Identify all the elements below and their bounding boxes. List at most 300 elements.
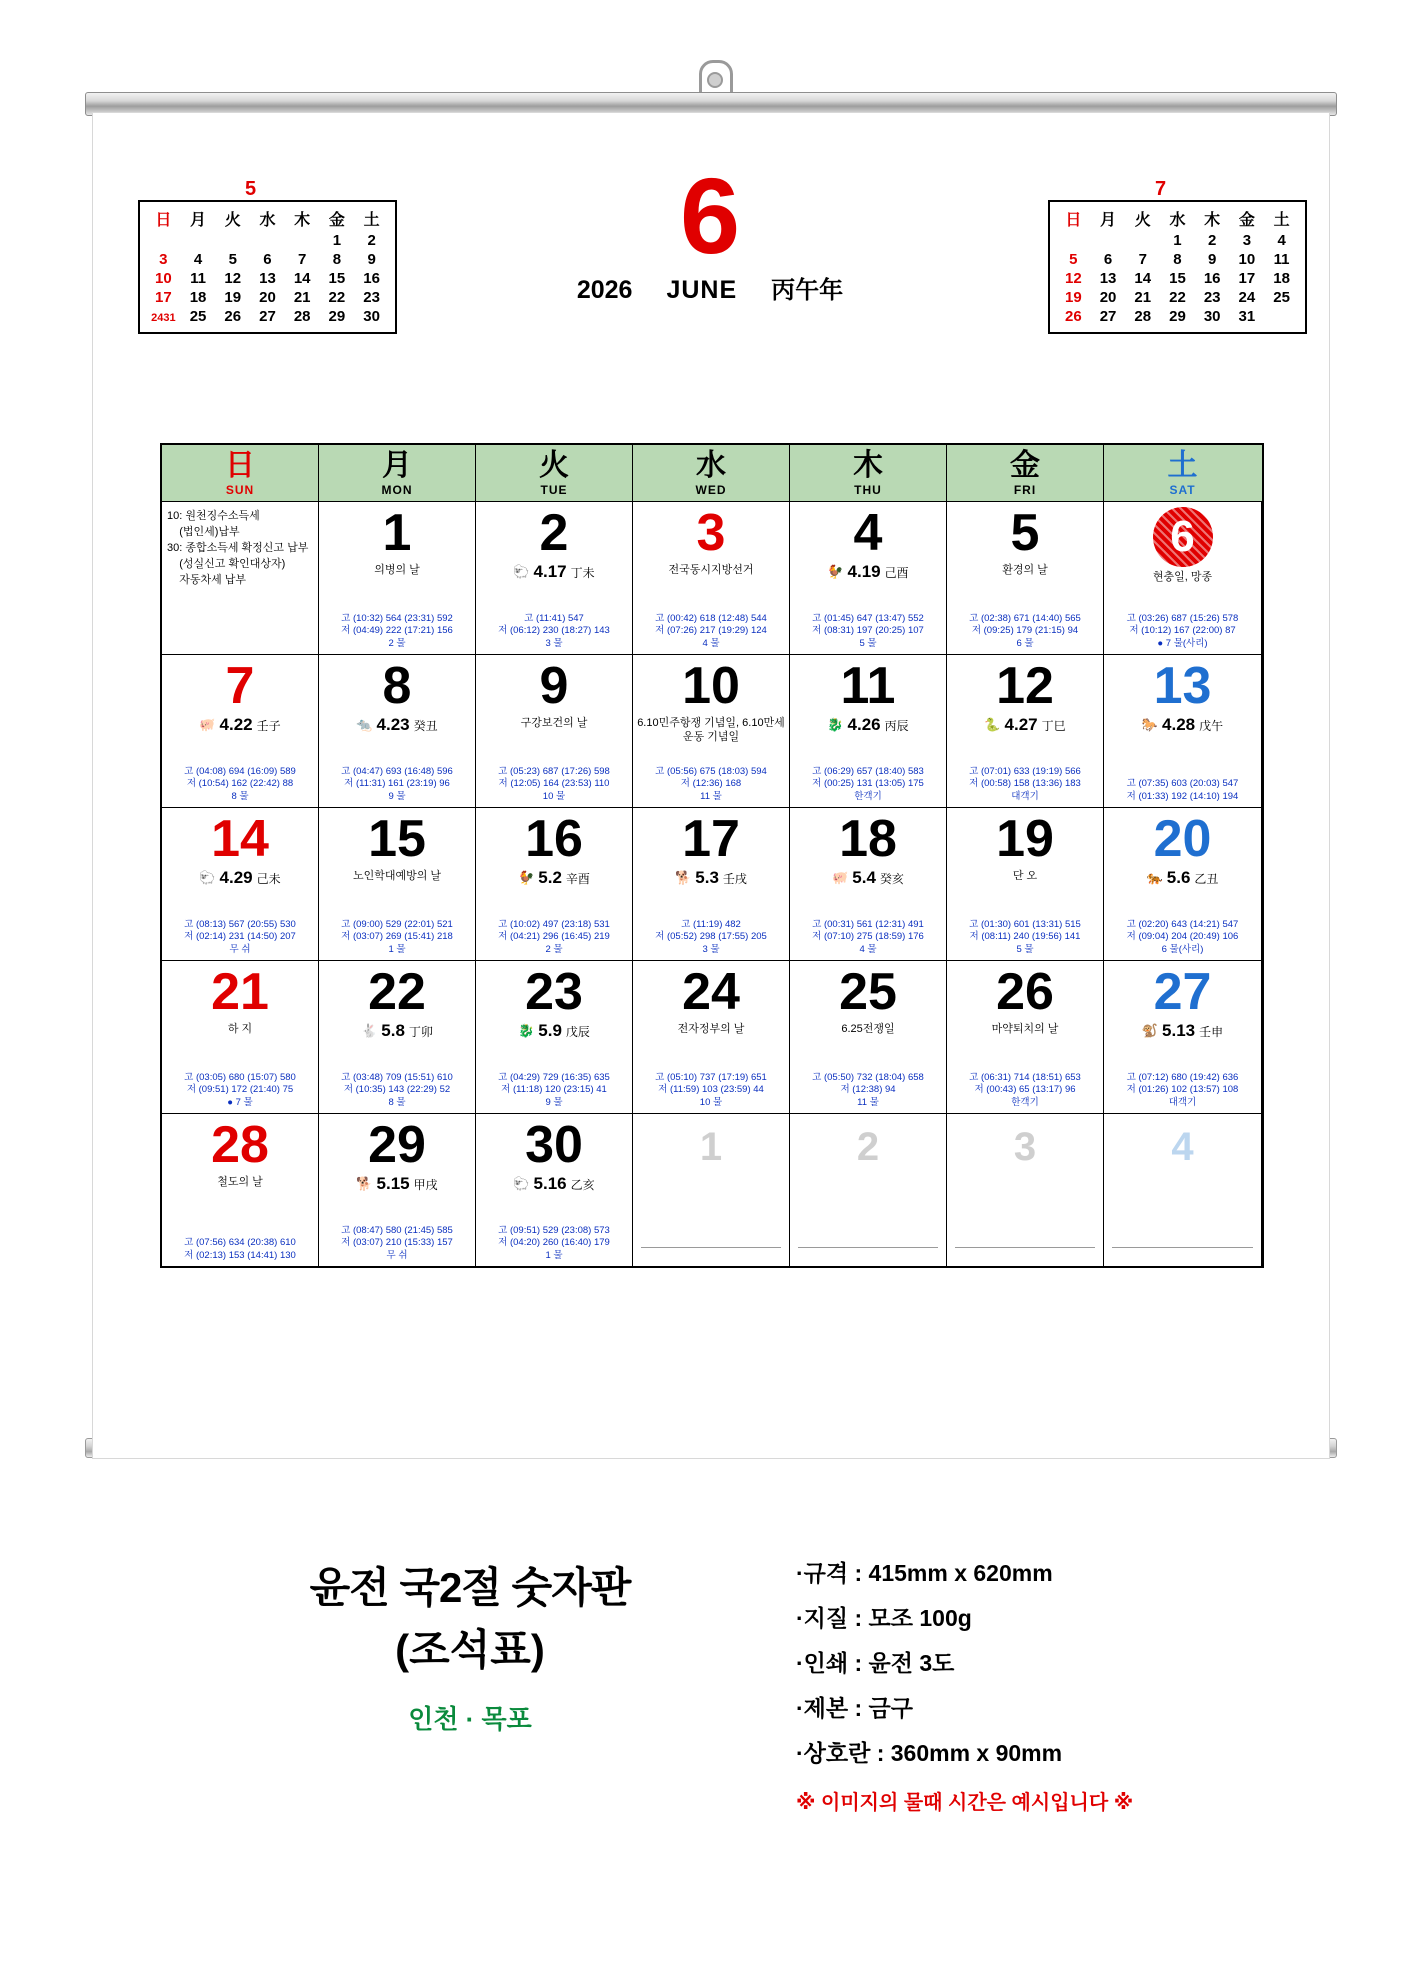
- tide-line: 저 (11:31) 161 (23:19) 96: [344, 778, 450, 790]
- product-title-line1: 윤전 국2절 숫자판: [309, 1564, 631, 1611]
- tide-line: 저 (12:38) 94: [840, 1084, 896, 1096]
- day-number: 4: [1171, 1125, 1194, 1169]
- mini-day-cell: 20: [259, 289, 276, 306]
- mini-day-cell: 20: [1099, 289, 1117, 306]
- day-cell-16[interactable]: [476, 808, 633, 960]
- tide-line: 고 (07:35) 603 (20:03) 547: [1126, 778, 1239, 790]
- mini-day-cell: 28: [293, 308, 311, 325]
- tide-line: 고 (03:05) 680 (15:07) 580: [184, 1071, 296, 1083]
- mini-weekday-header: 土: [363, 212, 380, 229]
- tide-line: 저 (01:26) 102 (13:57) 108: [1126, 1084, 1239, 1096]
- year-label: 2026: [576, 275, 633, 304]
- tide-line: 고 (01:45) 647 (13:47) 552: [812, 612, 924, 624]
- day-cell-9[interactable]: [476, 655, 633, 807]
- mini-day-cell: 22: [1169, 289, 1186, 306]
- mini-day-cell: 14: [293, 270, 311, 287]
- mini-week-row: [1056, 269, 1299, 288]
- tide-line: 저 (10:35) 143 (22:29) 52: [343, 1084, 451, 1096]
- tide-line: 2 물: [388, 638, 406, 650]
- lunar-date: 4.17: [533, 562, 567, 582]
- product-title-line2: (조석표): [395, 1626, 545, 1673]
- day-number: 16: [525, 810, 583, 868]
- tide-line: 11 물: [700, 791, 722, 803]
- lunar-date-row: [479, 562, 629, 582]
- day-number: 10: [682, 657, 740, 715]
- weekday-kr: 金: [1010, 449, 1040, 482]
- day-number: 25: [839, 963, 897, 1021]
- blank-rule: [955, 1247, 1095, 1248]
- tide-line: 저 (07:10) 275 (18:59) 176: [812, 931, 924, 943]
- tide-table: [476, 1225, 632, 1263]
- mini-day-cell: 1: [332, 232, 342, 249]
- tide-table: [947, 1072, 1103, 1110]
- mini-day-cell: 3: [159, 251, 168, 268]
- day-number: 9: [539, 657, 569, 715]
- tide-table: [1104, 613, 1261, 651]
- weekday-en: FRI: [1013, 483, 1037, 497]
- tide-line: 고 (04:08) 694 (16:09) 589: [184, 765, 296, 777]
- tide-table: [633, 766, 789, 804]
- tide-line: 저 (12:36) 168: [680, 778, 742, 790]
- mini-day-cell: 21: [1134, 289, 1152, 306]
- lunar-date: 5.8: [381, 1021, 405, 1041]
- day-cell-2[interactable]: [790, 1114, 947, 1266]
- lunar-date: 4.19: [847, 562, 881, 582]
- weeks-container: [162, 501, 1262, 1266]
- weekday-kr: 月: [382, 449, 412, 482]
- tide-line: 5 물: [1016, 944, 1034, 956]
- tide-line: 고 (04:29) 729 (16:35) 635: [498, 1071, 610, 1083]
- day-event-label: 마약퇴치의 날: [991, 1023, 1059, 1036]
- tide-line: 고 (03:48) 709 (15:51) 610: [341, 1071, 453, 1083]
- day-cell-13[interactable]: [1104, 655, 1261, 807]
- holiday-circle: 6: [1153, 507, 1213, 567]
- mini-day-cell: 10: [1238, 251, 1256, 268]
- day-cell-10[interactable]: [633, 655, 790, 807]
- day-event-label: 단 오: [1012, 870, 1038, 883]
- day-cell-18[interactable]: [790, 808, 947, 960]
- mini-day-cell: [1091, 231, 1126, 250]
- blank-rule: [1112, 1247, 1253, 1248]
- tax-note-cell: [162, 502, 319, 654]
- day-cell-4[interactable]: [1104, 1114, 1261, 1266]
- lunar-date-row: [479, 868, 629, 888]
- tide-line: 4 물: [859, 944, 877, 956]
- product-spec-item: ·제본 : 금구: [796, 1695, 913, 1721]
- lunar-date: 4.22: [219, 715, 253, 735]
- mini-day-cell: 7: [1138, 251, 1147, 268]
- day-cell-30[interactable]: [476, 1114, 633, 1266]
- day-cell-4[interactable]: [790, 502, 947, 654]
- mini-day-cell: 19: [224, 289, 242, 306]
- ganji-day: 壬子: [256, 718, 281, 733]
- mini-calendar-may-title: 5: [245, 178, 257, 200]
- tide-line: 고 (09:00) 529 (22:01) 521: [341, 918, 453, 930]
- tide-line: 저 (00:25) 131 (13:05) 175: [812, 778, 924, 790]
- mini-day-cell: [1056, 231, 1091, 250]
- day-event-label: 현충일, 망종: [1152, 571, 1213, 583]
- lunar-date: 5.15: [376, 1174, 410, 1194]
- mini-day-cell: [146, 231, 181, 250]
- month-number: 6: [679, 155, 741, 276]
- mini-day-cell: 24: [1238, 289, 1256, 306]
- mini-day-cell: 31: [1238, 308, 1256, 325]
- zodiac-icon: 🐓: [827, 564, 844, 580]
- lunar-date-row: [322, 715, 472, 735]
- mini-calendar-july-title: 7: [1155, 178, 1167, 200]
- tide-line: 4 물: [702, 638, 720, 650]
- tide-line: 고 (08:13) 567 (20:55) 530: [184, 918, 296, 930]
- mini-day-cell: [215, 231, 250, 250]
- ganji-day: 戊辰: [565, 1024, 590, 1039]
- day-cell-11[interactable]: [790, 655, 947, 807]
- day-cell-28[interactable]: [162, 1114, 319, 1266]
- day-cell-3[interactable]: [633, 502, 790, 654]
- mini-day-cell: 21: [293, 289, 311, 306]
- month-name-english: JUNE: [666, 275, 738, 304]
- weekday-en: WED: [695, 483, 727, 497]
- mini-day-cell: [1125, 231, 1160, 250]
- mini-day-cell: 2: [1207, 232, 1217, 249]
- mini-weekday-header: 月: [190, 212, 207, 229]
- lunar-date-row: [1107, 1021, 1258, 1041]
- mini-day-cell: 5: [228, 251, 237, 268]
- tide-line: 한객기: [854, 791, 882, 803]
- mini-week-row: [146, 250, 389, 269]
- day-cell-15[interactable]: [319, 808, 476, 960]
- mini-week-row: [146, 231, 389, 250]
- weekday-kr: 土: [1167, 449, 1198, 482]
- mini-day-cell: 9: [367, 251, 376, 268]
- day-cell-26[interactable]: [947, 961, 1104, 1113]
- day-number: 17: [682, 810, 740, 868]
- day-number: 1: [382, 504, 412, 562]
- weekday-kr: 水: [696, 449, 726, 482]
- weekday-en: THU: [854, 483, 882, 497]
- tide-line: 6 물: [1016, 638, 1034, 650]
- mini-day-cell: 13: [1099, 270, 1117, 287]
- tide-line: 저 (12:05) 164 (23:53) 110: [498, 778, 610, 790]
- day-number: 2: [539, 504, 569, 562]
- mini-day-cell: 23: [363, 289, 380, 306]
- zodiac-icon: 🐓: [518, 870, 535, 886]
- tide-line: 고 (05:56) 675 (18:03) 594: [655, 765, 767, 777]
- mini-day-cell: 23: [1203, 289, 1221, 306]
- tide-line: 1 물: [545, 1250, 563, 1262]
- mini-day-cell: 25: [189, 308, 207, 325]
- tide-table: [790, 1072, 946, 1110]
- zodiac-icon: 🐕: [675, 870, 692, 886]
- day-cell-21[interactable]: [162, 961, 319, 1113]
- product-subtitle: 인천 · 목포: [408, 1704, 532, 1734]
- tide-table: [319, 1225, 475, 1263]
- tide-table: [947, 766, 1103, 804]
- tide-line: 저 (04:49) 222 (17:21) 156: [341, 625, 453, 637]
- mini-day-cell: 6: [263, 251, 272, 268]
- tide-line: 고 (04:47) 693 (16:48) 596: [341, 765, 453, 777]
- tide-table: [633, 919, 789, 957]
- day-cell-3[interactable]: [947, 1114, 1104, 1266]
- weekday-kr: 木: [853, 449, 883, 482]
- tide-line: 저 (02:14) 231 (14:50) 207: [184, 931, 296, 943]
- zodiac-icon: 🐑: [199, 870, 216, 886]
- tide-line: 저 (08:31) 197 (20:25) 107: [812, 625, 924, 637]
- mini-day-cell: 14: [1134, 270, 1152, 287]
- tide-table: [1104, 778, 1261, 804]
- day-event-label: 6.10민주항쟁 기념일, 6.10만세운동 기념일: [637, 717, 785, 743]
- zodiac-icon: 🐉: [827, 717, 844, 733]
- day-cell-14[interactable]: [162, 808, 319, 960]
- day-number: 5: [1010, 504, 1040, 562]
- tide-line: 저 (05:52) 298 (17:55) 205: [655, 931, 767, 943]
- day-cell-8[interactable]: [319, 655, 476, 807]
- week-row: [162, 501, 1262, 654]
- mini-day-cell: 30: [1203, 308, 1221, 325]
- mini-day-cell: 27: [1099, 308, 1117, 325]
- tide-line: 저 (00:43) 65 (13:17) 96: [974, 1084, 1076, 1096]
- tide-line: 8 물: [231, 791, 249, 803]
- day-event-label: 구강보건의 날: [520, 717, 588, 730]
- lunar-date-row: [793, 868, 943, 888]
- day-number: 28: [211, 1116, 269, 1174]
- weekday-header-mon: [319, 445, 476, 501]
- day-number: 11: [840, 657, 896, 715]
- tide-line: 저 (09:04) 204 (20:49) 106: [1126, 931, 1239, 943]
- mini-day-cell: 2: [367, 232, 376, 249]
- tide-line: 고 (08:47) 580 (21:45) 585: [341, 1224, 453, 1236]
- tide-line: 한객기: [1011, 1097, 1039, 1109]
- tide-line: 저 (06:12) 230 (18:27) 143: [498, 625, 610, 637]
- tide-table: [633, 613, 789, 651]
- mini-week-row: [146, 288, 389, 307]
- mini-day-cell: 29: [1169, 308, 1186, 325]
- tide-line: 고 (03:26) 687 (15:26) 578: [1126, 612, 1239, 624]
- tide-line: 고 (02:38) 671 (14:40) 565: [969, 612, 1081, 624]
- day-cell-7[interactable]: [162, 655, 319, 807]
- mini-day-cell: 12: [1065, 270, 1082, 287]
- mini-week-row: [146, 307, 389, 326]
- lunar-date: 4.28: [1162, 715, 1196, 735]
- tide-table: [790, 766, 946, 804]
- mini-calendar-july: [1048, 178, 1307, 334]
- day-number: 4: [853, 504, 883, 562]
- day-number: 15: [368, 810, 426, 868]
- day-number: 1: [699, 1125, 723, 1169]
- tide-line: 1 물: [388, 944, 406, 956]
- day-number: 29: [368, 1116, 426, 1174]
- day-event-label: 전자정부의 날: [677, 1023, 745, 1036]
- tide-line: 3 물: [702, 944, 720, 956]
- lunar-date: 5.6: [1166, 868, 1191, 888]
- ganji-day: 癸亥: [879, 871, 904, 886]
- zodiac-icon: 🐕: [356, 1176, 373, 1192]
- day-cell-19[interactable]: [947, 808, 1104, 960]
- mini-day-cell: 4: [1277, 232, 1286, 249]
- tide-line: 고 (06:31) 714 (18:51) 653: [969, 1071, 1081, 1083]
- mini-day-cell: 1: [1173, 232, 1182, 249]
- tide-line: 고 (11:41) 547: [524, 612, 584, 624]
- day-cell-17[interactable]: [633, 808, 790, 960]
- tide-line: 고 (05:50) 732 (18:04) 658: [812, 1071, 924, 1083]
- weekday-header-wed: [633, 445, 790, 501]
- mini-day-cell: 30: [363, 308, 380, 325]
- zodiac-icon: 🐉: [518, 1023, 535, 1039]
- day-event-label: 철도의 날: [217, 1176, 263, 1189]
- lunar-date: 4.27: [1004, 715, 1038, 735]
- mini-weekday-header: 水: [1169, 212, 1186, 229]
- mini-day-cell: 26: [1065, 308, 1082, 325]
- mini-day-cell: 7: [297, 251, 307, 268]
- mini-weekday-header: 月: [1100, 212, 1117, 229]
- mini-day-cell: 26: [224, 308, 242, 325]
- tide-line: ● 7 물(사리): [1157, 638, 1208, 650]
- blank-rule: [798, 1247, 938, 1248]
- weekday-header-tue: [476, 445, 633, 501]
- day-event-label: 의병의 날: [374, 564, 420, 577]
- lunar-date: 5.2: [538, 868, 562, 888]
- tide-line: 무 쉬: [229, 944, 251, 956]
- tide-line: 고 (11:19) 482: [681, 918, 741, 930]
- mini-day-cell: 18: [1273, 270, 1290, 287]
- zodiac-icon: 🐍: [984, 717, 1001, 733]
- tide-table: [947, 613, 1103, 651]
- day-cell-22[interactable]: [319, 961, 476, 1113]
- day-event-label: 6.25전쟁일: [841, 1023, 895, 1036]
- ganji-day: 乙丑: [1194, 871, 1219, 886]
- tax-note-text: 10: 원천징수소득세 (법인세)납부 30: 종합소득세 확정신고 납부 (성실신고 확인대상자) 자동차세 납부: [167, 510, 309, 586]
- tide-line: 5 물: [859, 638, 877, 650]
- ganji-day: 丁未: [570, 565, 595, 580]
- day-cell-12[interactable]: [947, 655, 1104, 807]
- day-number: 23: [525, 963, 583, 1021]
- day-cell-27[interactable]: [1104, 961, 1261, 1113]
- day-cell-5[interactable]: [947, 502, 1104, 654]
- footer-title-block: [160, 1555, 780, 1827]
- mini-weekday-header: 水: [259, 212, 276, 229]
- day-number: 21: [211, 963, 269, 1021]
- ganji-year-label: 丙午年: [771, 276, 844, 304]
- mini-day-cell: 10: [155, 270, 172, 287]
- mini-day-cell: 5: [1069, 251, 1078, 268]
- tide-line: 저 (03:07) 269 (15:41) 218: [341, 931, 453, 943]
- mini-day-cell: 12: [224, 270, 242, 287]
- product-spec-item: ·규격 : 415mm x 620mm: [796, 1560, 1053, 1586]
- week-row: [162, 654, 1262, 807]
- day-cell-1[interactable]: [633, 1114, 790, 1266]
- zodiac-icon: 🐎: [1141, 717, 1159, 733]
- mini-day-cell: 8: [332, 251, 342, 268]
- mini-day-cell: 13: [259, 270, 276, 287]
- day-cell-24[interactable]: [633, 961, 790, 1113]
- mini-day-cell: 15: [328, 270, 346, 287]
- day-number: 27: [1153, 963, 1212, 1021]
- tide-table: [319, 613, 475, 651]
- product-spec-item: ·상호란 : 360mm x 90mm: [796, 1740, 1063, 1766]
- mini-weekday-header: 火: [1134, 212, 1151, 229]
- lunar-date: 4.29: [219, 868, 253, 888]
- day-number: 12: [996, 657, 1054, 715]
- tide-line: 고 (09:51) 529 (23:08) 573: [498, 1224, 610, 1236]
- mini-day-cell: [181, 231, 216, 250]
- tide-table: [162, 1237, 318, 1263]
- ganji-day: 戊午: [1199, 718, 1224, 733]
- tide-table: [790, 613, 946, 651]
- weekday-header-sun: [162, 445, 319, 501]
- calendar-grid: [160, 443, 1264, 1268]
- day-cell-23[interactable]: [476, 961, 633, 1113]
- mini-day-cell: 25: [1273, 289, 1290, 306]
- tide-table: [947, 919, 1103, 957]
- lunar-date-row: [793, 715, 943, 735]
- weekday-header-sat: [1104, 445, 1261, 501]
- day-number: 20: [1153, 810, 1212, 868]
- tide-table: [1104, 1072, 1261, 1110]
- product-spec-item: ·인쇄 : 윤전 3도: [796, 1650, 955, 1676]
- lunar-date-row: [1107, 868, 1258, 888]
- day-cell-1[interactable]: [319, 502, 476, 654]
- product-spec-list: [780, 1555, 1266, 1827]
- lunar-date-row: [165, 715, 315, 735]
- tide-line: 저 (04:21) 296 (16:45) 219: [498, 931, 610, 943]
- mini-day-cell: 3: [1242, 232, 1252, 249]
- mini-day-cell: 16: [1203, 270, 1221, 287]
- day-cell-29[interactable]: [319, 1114, 476, 1266]
- tide-table: [633, 1072, 789, 1110]
- weekday-header-fri: [947, 445, 1104, 501]
- tide-line: 대객기: [1011, 791, 1039, 803]
- ganji-day: 丙辰: [884, 718, 909, 733]
- mini-week-row: [146, 269, 389, 288]
- tide-line: 저 (09:51) 172 (21:40) 75: [186, 1084, 294, 1096]
- tide-line: 저 (00:58) 158 (13:36) 183: [969, 778, 1081, 790]
- mini-day-cell: 17: [155, 289, 172, 306]
- lunar-date: 5.13: [1162, 1021, 1196, 1041]
- tide-line: 고 (00:42) 618 (12:48) 544: [655, 612, 767, 624]
- tide-line: 고 (07:56) 634 (20:38) 610: [184, 1237, 296, 1249]
- tide-line: 대객기: [1168, 1097, 1197, 1109]
- lunar-date-row: [636, 868, 786, 888]
- mini-day-cell: 15: [1169, 270, 1186, 287]
- weekday-header-row: [162, 445, 1262, 501]
- ganji-day: 癸丑: [413, 718, 438, 733]
- tide-line: 고 (00:31) 561 (12:31) 491: [812, 918, 924, 930]
- mini-week-row: [1056, 307, 1299, 326]
- mini-weekday-header: 日: [1065, 212, 1082, 229]
- day-cell-25[interactable]: [790, 961, 947, 1113]
- mini-weekday-header: 土: [1273, 212, 1290, 229]
- ganji-day: 壬戌: [722, 871, 747, 886]
- day-cell-20[interactable]: [1104, 808, 1261, 960]
- week-row: [162, 1113, 1262, 1266]
- zodiac-icon: 🐇: [361, 1023, 378, 1039]
- day-event-label: 하 지: [227, 1023, 253, 1036]
- day-number: 8: [382, 657, 412, 715]
- mini-weekday-header: 日: [155, 212, 172, 229]
- tide-line: 저 (02:13) 153 (14:41) 130: [184, 1250, 296, 1262]
- tide-line: 저 (09:25) 179 (21:15) 94: [971, 625, 1079, 637]
- day-cell-2[interactable]: [476, 502, 633, 654]
- day-number: 7: [225, 657, 255, 715]
- lunar-date-row: [479, 1174, 629, 1194]
- tide-line: 고 (07:01) 633 (19:19) 566: [969, 765, 1081, 777]
- mini-week-row: [1056, 231, 1299, 250]
- day-number: 18: [839, 810, 897, 868]
- day-number: 3: [696, 504, 726, 562]
- tide-table: [476, 919, 632, 957]
- blank-rule: [641, 1247, 781, 1248]
- day-cell-6[interactable]: [1104, 502, 1261, 654]
- mini-day-cell: 11: [1273, 251, 1290, 268]
